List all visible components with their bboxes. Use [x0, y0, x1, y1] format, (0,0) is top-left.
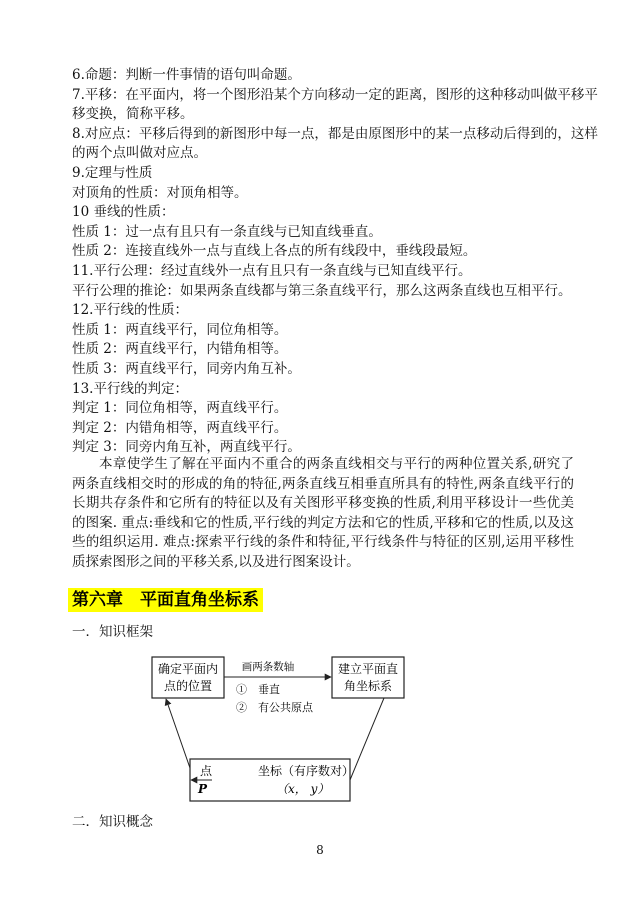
text-line: 判定 1：同位角相等，两直线平行。 [72, 400, 288, 417]
box-right-line2: 角坐标系 [343, 679, 393, 693]
box-left-line2: 点的位置 [163, 679, 213, 693]
text-line: 11.平行公理：经过直线外一点有且只有一条直线与已知直线平行。 [72, 262, 472, 279]
text-line: 9.定理与性质 [72, 164, 153, 181]
text-line: 6.命题：判断一件事情的语句叫命题。 [72, 67, 301, 83]
text-line: 的两个点叫做对应点。 [72, 145, 207, 162]
box-right-line1: 建立平面直 [337, 662, 399, 676]
bottom-p-label: P [198, 782, 208, 796]
text-line: 10 垂线的性质： [72, 204, 175, 221]
text-line: 判定 2：内错角相等，两直线平行。 [72, 419, 288, 436]
bottom-coord-label: 坐标（有序数对） [258, 764, 355, 778]
chapter-title: 第六章 平面直角坐标系 [68, 588, 263, 612]
text-line: 12.平行线的性质： [72, 302, 188, 319]
condition-1: ① 垂直 [236, 683, 280, 696]
text-line: 8.对应点：平移后得到的新图形中每一点，都是由原图形中的某一点移动后得到的，这样 [72, 125, 598, 142]
text-line: 7.平移：在平面内，将一个图形沿某个方向移动一定的距离，图形的这种移动叫做平移平 [72, 86, 598, 103]
condition-2: ② 有公共原点 [236, 701, 313, 714]
bottom-point-label: 点 [200, 764, 213, 778]
text-line: 判定 3：同旁内角互补，两直线平行。 [72, 439, 301, 456]
box-left-line1: 确定平面内 [157, 662, 219, 676]
arrow-right-down [350, 698, 384, 780]
text-line: 性质 1：两直线平行，同位角相等。 [72, 321, 288, 338]
section-heading-concepts: 二．知识概念 [72, 814, 153, 830]
arrow-up-left [166, 699, 190, 768]
text-line: 对顶角的性质：对顶角相等。 [72, 184, 248, 201]
text-line: 13.平行线的判定： [72, 380, 188, 397]
text-line: 移变换，简称平移。 [72, 106, 194, 123]
text-line: 性质 1：过一点有且只有一条直线与已知直线垂直。 [72, 223, 382, 240]
bottom-xy-label: （x， y） [276, 782, 330, 796]
page-number: 8 [316, 843, 324, 857]
text-line: 平行公理的推论：如果两条直线都与第三条直线平行，那么这两条直线也互相平行。 [72, 282, 572, 299]
text-line: 性质 2：连接直线外一点与直线上各点的所有线段中，垂线段最短。 [72, 243, 477, 260]
chapter-summary-paragraph: 本章使学生了解在平面内不重合的两条直线相交与平行的两种位置关系,研究了两条直线相交时的形成的角的特征,两条直线互相垂直所具有的特性,两条直线平行的长期共存条件和它所有的特征以及有关图形平移变换的性质,利用平移设计一些优美的图案. 重点:垂线和它的性质,平行线的判定方法和它的性质,平移和它的性质,以及这些的组织运用. 难点:探索平行线的条件和特征,平行线条件与特征的区别,运用平移性质探索图形之间的平移关系,以及进行图案设计。 [72, 456, 574, 570]
text-line: 性质 3：两直线平行，同旁内角互补。 [72, 360, 301, 377]
text-line: 性质 2：两直线平行，内错角相等。 [72, 341, 288, 358]
arrow-label: 画两条数轴 [241, 661, 295, 673]
section-heading-framework: 一．知识框架 [72, 624, 153, 640]
